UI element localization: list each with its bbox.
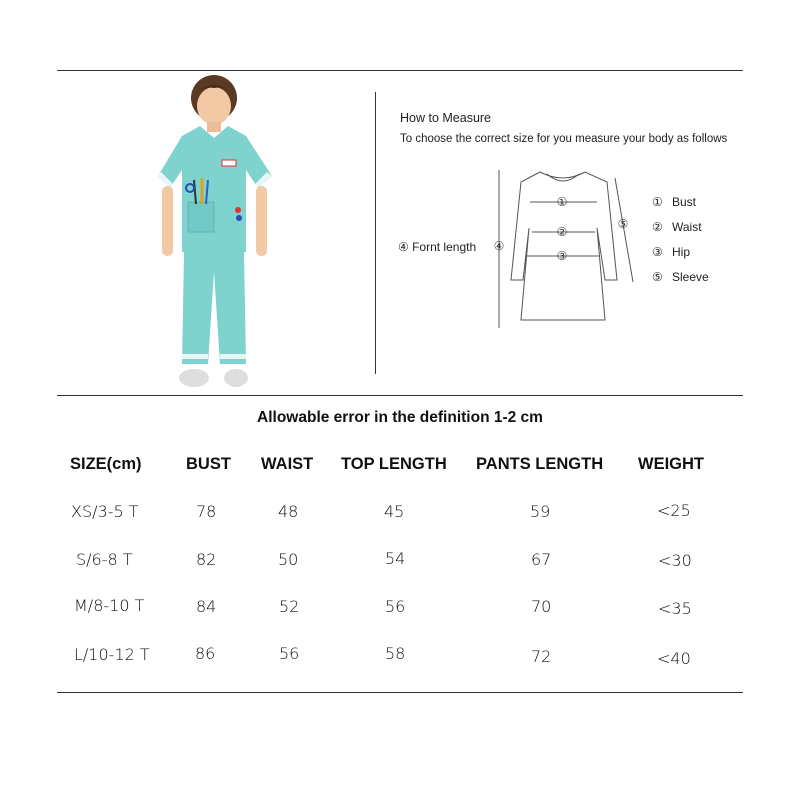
header-waist: WAIST (261, 455, 314, 473)
legend-label: Sleeve (672, 270, 709, 284)
header-size: SIZE(cm) (70, 455, 142, 473)
legend-number: ② (652, 220, 663, 234)
table-cell-size: S/6-8 T (76, 550, 133, 569)
header-top-length: TOP LENGTH (341, 455, 447, 473)
table-cell-top: 58 (385, 644, 406, 663)
table-cell-waist: 50 (278, 550, 299, 569)
table-cell-waist: 48 (278, 502, 299, 521)
allowable-error-note: Allowable error in the definition 1-2 cm (257, 409, 543, 426)
garment-measurement-diagram (485, 160, 645, 335)
marker-sleeve: ⑤ (617, 217, 629, 231)
table-cell-bust: 86 (195, 644, 216, 663)
legend-number: ⑤ (652, 270, 663, 284)
header-weight: WEIGHT (638, 455, 704, 473)
marker-waist: ② (556, 225, 568, 239)
how-to-measure-subtitle: To choose the correct size for you measure your body as follows (400, 133, 728, 145)
table-cell-bust: 82 (196, 550, 217, 569)
legend-label: Hip (672, 245, 691, 259)
table-cell-bust: 84 (196, 597, 217, 616)
table-cell-size: L/10-12 T (74, 645, 150, 664)
legend-label: Bust (672, 195, 697, 209)
table-cell-pants: 59 (530, 502, 551, 521)
marker-front-length: ④ (493, 239, 505, 253)
vertical-divider (375, 92, 376, 374)
front-length-label: ④ Fornt length (398, 240, 477, 254)
top-divider (57, 70, 743, 71)
how-to-measure-title: How to Measure (400, 111, 492, 125)
header-pants-length: PANTS LENGTH (476, 455, 604, 473)
table-cell-pants: 70 (531, 597, 552, 616)
table-cell-size: M/8-10 T (74, 596, 145, 615)
legend-waist (652, 220, 702, 234)
table-cell-weight: <35 (658, 599, 692, 618)
child-costume-photo (150, 72, 280, 394)
table-cell-top: 54 (385, 549, 406, 568)
table-cell-pants: 67 (531, 550, 552, 569)
legend-number: ① (652, 195, 663, 209)
table-cell-size: XS/3-5 T (71, 502, 139, 521)
marker-bust: ① (556, 195, 568, 209)
table-cell-pants: 72 (531, 647, 552, 666)
table-cell-top: 45 (384, 502, 405, 521)
marker-hip: ③ (556, 249, 568, 263)
bottom-divider (57, 692, 743, 693)
table-cell-weight: <40 (657, 649, 691, 668)
table-cell-waist: 56 (279, 644, 300, 663)
table-cell-weight: <25 (657, 501, 691, 520)
legend-number: ③ (652, 245, 663, 259)
table-cell-weight: <30 (658, 551, 692, 570)
legend-bust (652, 195, 696, 209)
legend-hip (652, 245, 690, 259)
table-cell-waist: 52 (279, 597, 300, 616)
header-bust: BUST (186, 455, 231, 473)
table-cell-top: 56 (385, 597, 406, 616)
legend-label: Waist (672, 220, 702, 234)
legend-sleeve (652, 270, 709, 284)
table-cell-bust: 78 (196, 502, 217, 521)
middle-divider (57, 395, 743, 396)
